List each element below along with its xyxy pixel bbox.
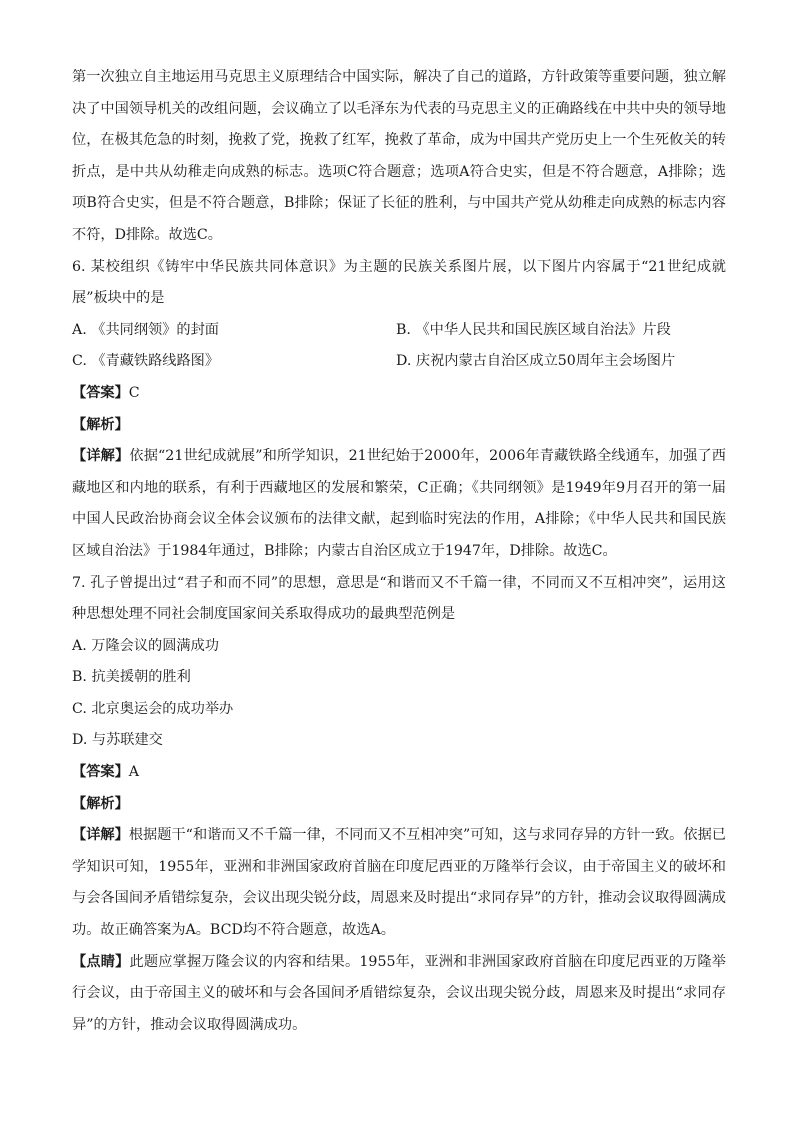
q6-option-d: D. 庆祝内蒙古自治区成立50周年主会场图片: [396, 353, 676, 370]
q6-options-row-1: [72, 315, 726, 347]
q6-answer-value: C: [128, 384, 140, 401]
q6-analysis-tag: 【解析】: [72, 416, 129, 433]
q6-option-a: A. 《共同纲领》的封面: [72, 321, 219, 338]
q7-answer-value: A: [128, 764, 140, 781]
q7-comment: [72, 947, 726, 1042]
question-6: [72, 252, 726, 568]
q6-option-c: C. 《青藏铁路线路图》: [72, 353, 220, 370]
q7-stem: 7. 孔子曾提出过“君子和而不同”的思想，意思是“和谐而又不千篇一律，不同而又不互相冲突”，运用这种思想处理不同社会制度国家间关系取得成功的最典型范例是: [72, 574, 726, 623]
q7-comment-text: 此题应掌握万隆会议的内容和结果。1955年，亚洲和非洲国家政府首脑在印度尼西亚的万隆举行会议，由于帝国主义的破坏和与会各国间矛盾错综复杂，会议出现尖锐分歧，周恩来及时提出“求同存异”的方针，推动会议取得圆满成功。: [72, 953, 726, 1033]
q6-detail-text: 依据“21世纪成就展”和所学知识，21世纪始于2000年，2006年青藏铁路全线通车，加强了西藏地区和内地的联系，有利于西藏地区的发展和繁荣，C正确；《共同纲领》是1949年9月召开的第一届中国人民政治协商会议全体会议颁布的法律文献，起到临时宪法的作用，A排除；《中华人民共和国民族区域自治法》于1984年通过，B排除；内蒙古自治区成立于1947年，D排除。故选C。: [72, 448, 726, 559]
q6-option-b: B. 《中华人民共和国民族区域自治法》片段: [396, 321, 671, 338]
q6-answer-tag: 【答案】: [72, 384, 129, 401]
q7-detail-tag: 【详解】: [72, 827, 129, 844]
q7-option-c: C. 北京奥运会的成功举办: [72, 700, 234, 717]
q7-detail: [72, 820, 726, 946]
q7-detail-text: 根据题干“和谐而又不千篇一律，不同而又不互相冲突”可知，这与求同存异的方针一致。依据已学知识可知，1955年，亚洲和非洲国家政府首脑在印度尼西亚的万隆举行会议，由于帝国主义的破坏和与会各国间矛盾错综复杂，会议出现尖锐分歧，周恩来及时提出“求同存异”的方针，推动会议取得圆满成功。故正确答案为A。BCD均不符合题意，故选A。: [72, 827, 726, 939]
document-page: [72, 62, 726, 1041]
q6-analysis: [72, 410, 726, 442]
q7-option-a: A. 万隆会议的圆满成功: [72, 637, 219, 654]
q7-option-b: B. 抗美援朝的胜利: [72, 669, 191, 686]
question-7: [72, 568, 726, 1042]
q6-detail-tag: 【详解】: [72, 448, 130, 465]
q5-explanation-continued: 第一次独立自主地运用马克思主义原理结合中国实际，解决了自己的道路，方针政策等重要问题，独立解决了中国领导机关的改组问题，会议确立了以毛泽东为代表的马克思主义的正确路线在中共中央的领导地位，在极其危急的时刻，挽救了党，挽救了红军，挽救了革命，成为中国共产党历史上一个生死攸关的转折点，是中共从幼稚走向成熟的标志。选项C符合题意；选项A符合史实，但是不符合题意，A排除；选项B符合史实，但是不符合题意，B排除；保证了长征的胜利，与中国共产党从幼稚走向成熟的标志内容不符，D排除。故选C。: [72, 69, 726, 243]
q6-answer: [72, 378, 726, 410]
q7-analysis-tag: 【解析】: [72, 795, 129, 812]
q7-answer: [72, 757, 726, 789]
q7-analysis: [72, 789, 726, 821]
q6-options-row-2: [72, 346, 726, 378]
q6-detail: [72, 441, 726, 567]
q6-stem: 6. 某校组织《铸牢中华民族共同体意识》为主题的民族关系图片展，以下图片内容属于“21世纪成就展”板块中的是: [72, 258, 726, 307]
q7-answer-tag: 【答案】: [72, 764, 129, 781]
q7-comment-tag: 【点睛】: [72, 953, 130, 970]
q7-option-d: D. 与苏联建交: [72, 732, 163, 749]
